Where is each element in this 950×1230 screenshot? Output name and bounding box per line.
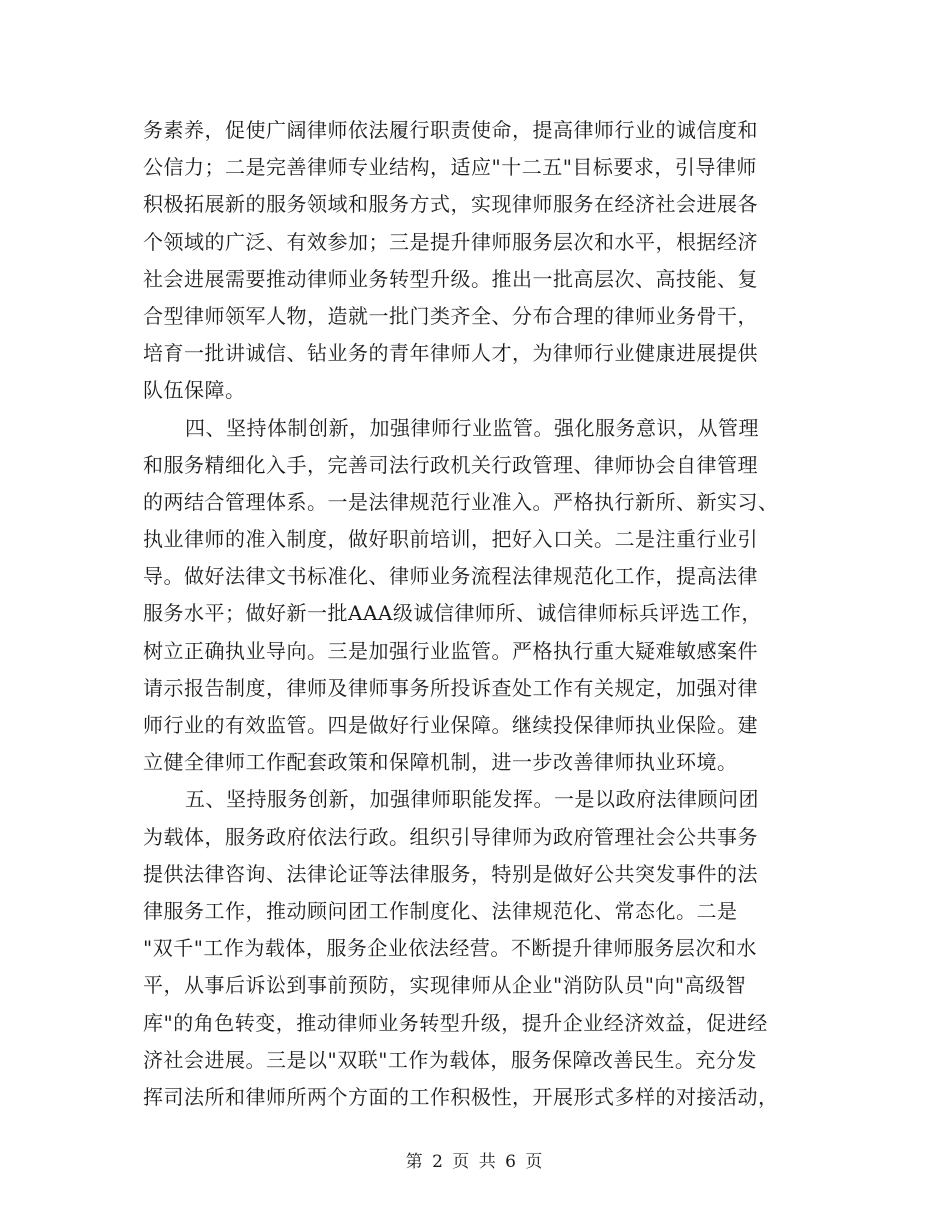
text-line: 师行业的有效监管。四是做好行业保障。继续投保律师执业保险。建: [143, 713, 758, 737]
text-line: 务素养，促使广阔律师依法履行职责使命，提高律师行业的诚信度和: [143, 118, 758, 142]
text-line: 社会进展需要推动律师业务转型升级。推出一批高层次、高技能、复: [143, 266, 758, 291]
text-line: 挥司法所和律师所两个方面的工作积极性，开展形式多样的对接活动，: [143, 1084, 779, 1109]
text-line: 为载体，服务政府依法行政。组织引导律师为政府管理社会公共事务: [143, 824, 758, 849]
text-line: 请示报告制度，律师及律师事务所投诉查处工作有关规定，加强对律: [143, 675, 758, 700]
text-line: 律服务工作，推动顾问团工作制度化、法律规范化、常态化。二是: [143, 898, 738, 923]
text-line: 服务水平；做好新一批AAA级诚信律师所、诚信律师标兵评选工作，: [143, 601, 762, 626]
text-line: 个领域的广泛、有效参加；三是提升律师服务层次和水平，根据经济: [143, 229, 758, 254]
text-line: 平，从事后诉讼到事前预防，实现律师从企业"消防队员"向"高级智: [143, 973, 747, 998]
text-line: 执业律师的准入制度，做好职前培训，把好入口关。二是注重行业引: [143, 527, 758, 552]
text-line: 树立正确执业导向。三是加强行业监管。严格执行重大疑难敏感案件: [143, 638, 758, 663]
text-line: "双千"工作为载体，服务企业依法经营。不断提升律师服务层次和水: [143, 936, 757, 961]
text-line: 导。做好法律文书标准化、律师业务流程法律规范化工作，提高法律: [143, 564, 758, 589]
text-line: 库"的角色转变，推动律师业务转型升级，提升企业经济效益，促进经: [143, 1010, 768, 1035]
text-line: 和服务精细化入手，完善司法行政机关行政管理、律师协会自律管理: [143, 452, 758, 477]
text-line: 四、坚持体制创新，加强律师行业监管。强化服务意识，从管理: [185, 415, 759, 440]
page-number-footer: 第 2 页 共 6 页: [405, 1152, 545, 1172]
text-line: 提供法律咨询、法律论证等法律服务，特别是做好公共突发事件的法: [143, 861, 758, 886]
text-line: 积极拓展新的服务领域和服务方式，实现律师服务在经济社会进展各: [143, 192, 758, 217]
text-line: 五、坚持服务创新，加强律师职能发挥。一是以政府法律顾问团: [185, 787, 759, 812]
text-line: 合型律师领军人物，造就一批门类齐全、分布合理的律师业务骨干，: [143, 303, 758, 328]
text-line: 公信力；二是完善律师专业结构，适应"十二五"目标要求，引导律师: [143, 155, 757, 180]
document-body: [143, 112, 813, 1116]
text-line: 的两结合管理体系。一是法律规范行业准入。严格执行新所、新实习、: [143, 489, 779, 514]
text-line: 济社会进展。三是以"双联"工作为载体，服务保障改善民生。充分发: [143, 1047, 757, 1072]
text-line: 立健全律师工作配套政策和保障机制，进一步改善律师执业环境。: [143, 750, 738, 775]
text-line: 培育一批讲诚信、钻业务的青年律师人才，为律师行业健康进展提供: [143, 341, 758, 366]
text-line: 队伍保障。: [143, 378, 246, 403]
